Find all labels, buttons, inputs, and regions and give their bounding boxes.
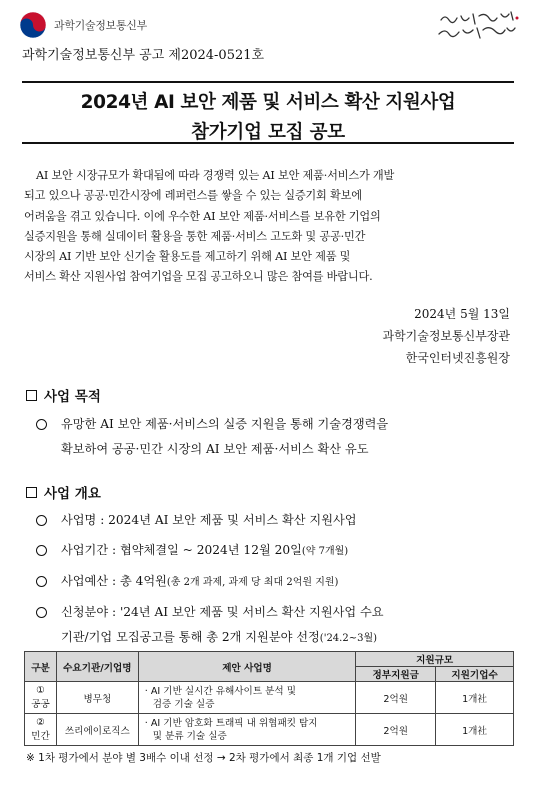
section-heading-text: 사업 목적: [44, 389, 101, 405]
overview-item-budget: [36, 569, 516, 595]
purpose-item: [36, 412, 516, 437]
row-org: 병무청: [56, 682, 138, 714]
row-number: ①: [36, 685, 45, 696]
circle-bullet-icon: [36, 576, 47, 587]
purpose-line-1: 유망한 AI 보안 제품·서비스의 실증 지원을 통해 기술경쟁력을: [61, 417, 389, 431]
overview-item-field: [36, 600, 516, 625]
row-category: [25, 714, 57, 746]
row-fund: 2억원: [356, 682, 436, 714]
field-line-2: [61, 628, 521, 645]
field-line-2-note: ('24.2~3월): [319, 633, 378, 644]
section-heading-overview: [26, 482, 101, 502]
header-project: 제안 사업명: [138, 652, 356, 682]
square-bullet-icon: [26, 487, 37, 498]
row-project-line-2: 검증 기술 실증: [152, 698, 215, 710]
project-budget-note: (총 2개 과제, 과제 당 최대 2억원 지원): [166, 577, 339, 588]
section-heading-text: 사업 개요: [44, 486, 101, 502]
field-line-1: 신청분야 : '24년 AI 보안 제품 및 서비스 확산 지원사업 수요: [61, 605, 384, 619]
circle-bullet-icon: [36, 515, 47, 526]
row-org: 쓰리에이로직스: [56, 714, 138, 746]
row-category: [25, 682, 57, 714]
purpose-line-2: 확보하여 공공·민간 시장의 AI 보안 제품·서비스 확산 유도: [61, 442, 369, 456]
page-title: [22, 81, 514, 144]
footnote: ※ 1차 평가에서 분야 별 3배수 이내 선정 → 2차 평가에서 최종 1개 기업 선발: [26, 752, 381, 764]
title-line-2: 참가기업 모집 공모: [191, 122, 345, 143]
support-field-table: [24, 651, 514, 746]
title-line-1: 2024년 AI 보안 제품 및 서비스 확산 지원사업: [80, 92, 456, 113]
project-budget: 사업예산 : 총 4억원: [61, 574, 167, 588]
intro-line: 시장의 AI 기반 보안 신기술 활용도를 제고하기 위해 AI 보안 제품 및: [24, 250, 351, 264]
project-period-note: (약 7개월): [301, 546, 349, 557]
header-demand-org: 수요기관/기업명: [56, 652, 138, 682]
overview-item-period: [36, 538, 516, 564]
section-heading-purpose: [26, 385, 101, 405]
row-category-text: 공공: [31, 699, 50, 710]
row-project-line-1: · AI 기반 암호화 트래픽 내 위협패킷 탐지: [144, 717, 318, 729]
square-bullet-icon: [26, 390, 37, 401]
signatory-ministry: 과학기술정보통신부장관: [382, 329, 510, 343]
field-line-2-main: 기관/기업 모집공고를 통해 총 2개 지원분야 선정: [61, 630, 320, 644]
table-header-row: [25, 652, 514, 667]
ministry-logo: [18, 8, 178, 42]
notice-number: 과학기술정보통신부 공고 제2024-0521호: [22, 48, 265, 63]
row-fund: 2억원: [356, 714, 436, 746]
header-support-count: 지원기업수: [436, 667, 514, 682]
slogan-calligraphy-icon: [435, 8, 521, 42]
row-project-line-2: 및 분류 기술 실증: [152, 730, 227, 742]
intro-line: 실증지원을 통해 실데이터 활용을 통한 제품·서비스 고도화 및 공공·민간: [24, 229, 366, 243]
row-count: 1개社: [436, 714, 514, 746]
header-gov-fund: 정부지원금: [356, 667, 436, 682]
row-project-line-1: · AI 기반 실시간 유해사이트 분석 및: [144, 685, 296, 697]
project-name: 사업명 : 2024년 AI 보안 제품 및 서비스 확산 지원사업: [61, 513, 357, 527]
header-scale: 지원규모: [356, 652, 514, 667]
table-row: [25, 682, 514, 714]
intro-line: 어려움을 겪고 있습니다. 이에 우수한 AI 보안 제품·서비스를 보유한 기업의: [24, 209, 381, 223]
row-project: [138, 714, 356, 746]
ministry-name: 과학기술정보통신부: [54, 19, 147, 32]
circle-bullet-icon: [36, 607, 47, 618]
intro-line: 되고 있으나 공공·민간시장에 레퍼런스를 쌓을 수 있는 실증기회 확보에: [24, 189, 362, 203]
signatory-kisa: 한국인터넷진흥원장: [405, 351, 510, 365]
row-count: 1개社: [436, 682, 514, 714]
overview-item-name: [36, 508, 516, 533]
circle-bullet-icon: [36, 545, 47, 556]
header-category: 구분: [25, 652, 57, 682]
intro-paragraph: [24, 166, 512, 288]
intro-line: AI 보안 시장규모가 확대됨에 따라 경쟁력 있는 AI 보안 제품·서비스가 개발: [36, 169, 395, 182]
row-category-text: 민간: [31, 731, 50, 742]
row-project: [138, 682, 356, 714]
row-number: ②: [36, 717, 45, 728]
project-period: 사업기간 : 협약체결일 ~ 2024년 12월 20일: [61, 543, 302, 557]
notice-date: 2024년 5월 13일: [414, 307, 510, 321]
circle-bullet-icon: [36, 419, 47, 430]
table-row: [25, 714, 514, 746]
taegeuk-logo-icon: [18, 10, 48, 40]
intro-line: 서비스 확산 지원사업 참여기업을 모집 공고하오니 많은 참여를 바랍니다.: [24, 270, 373, 284]
